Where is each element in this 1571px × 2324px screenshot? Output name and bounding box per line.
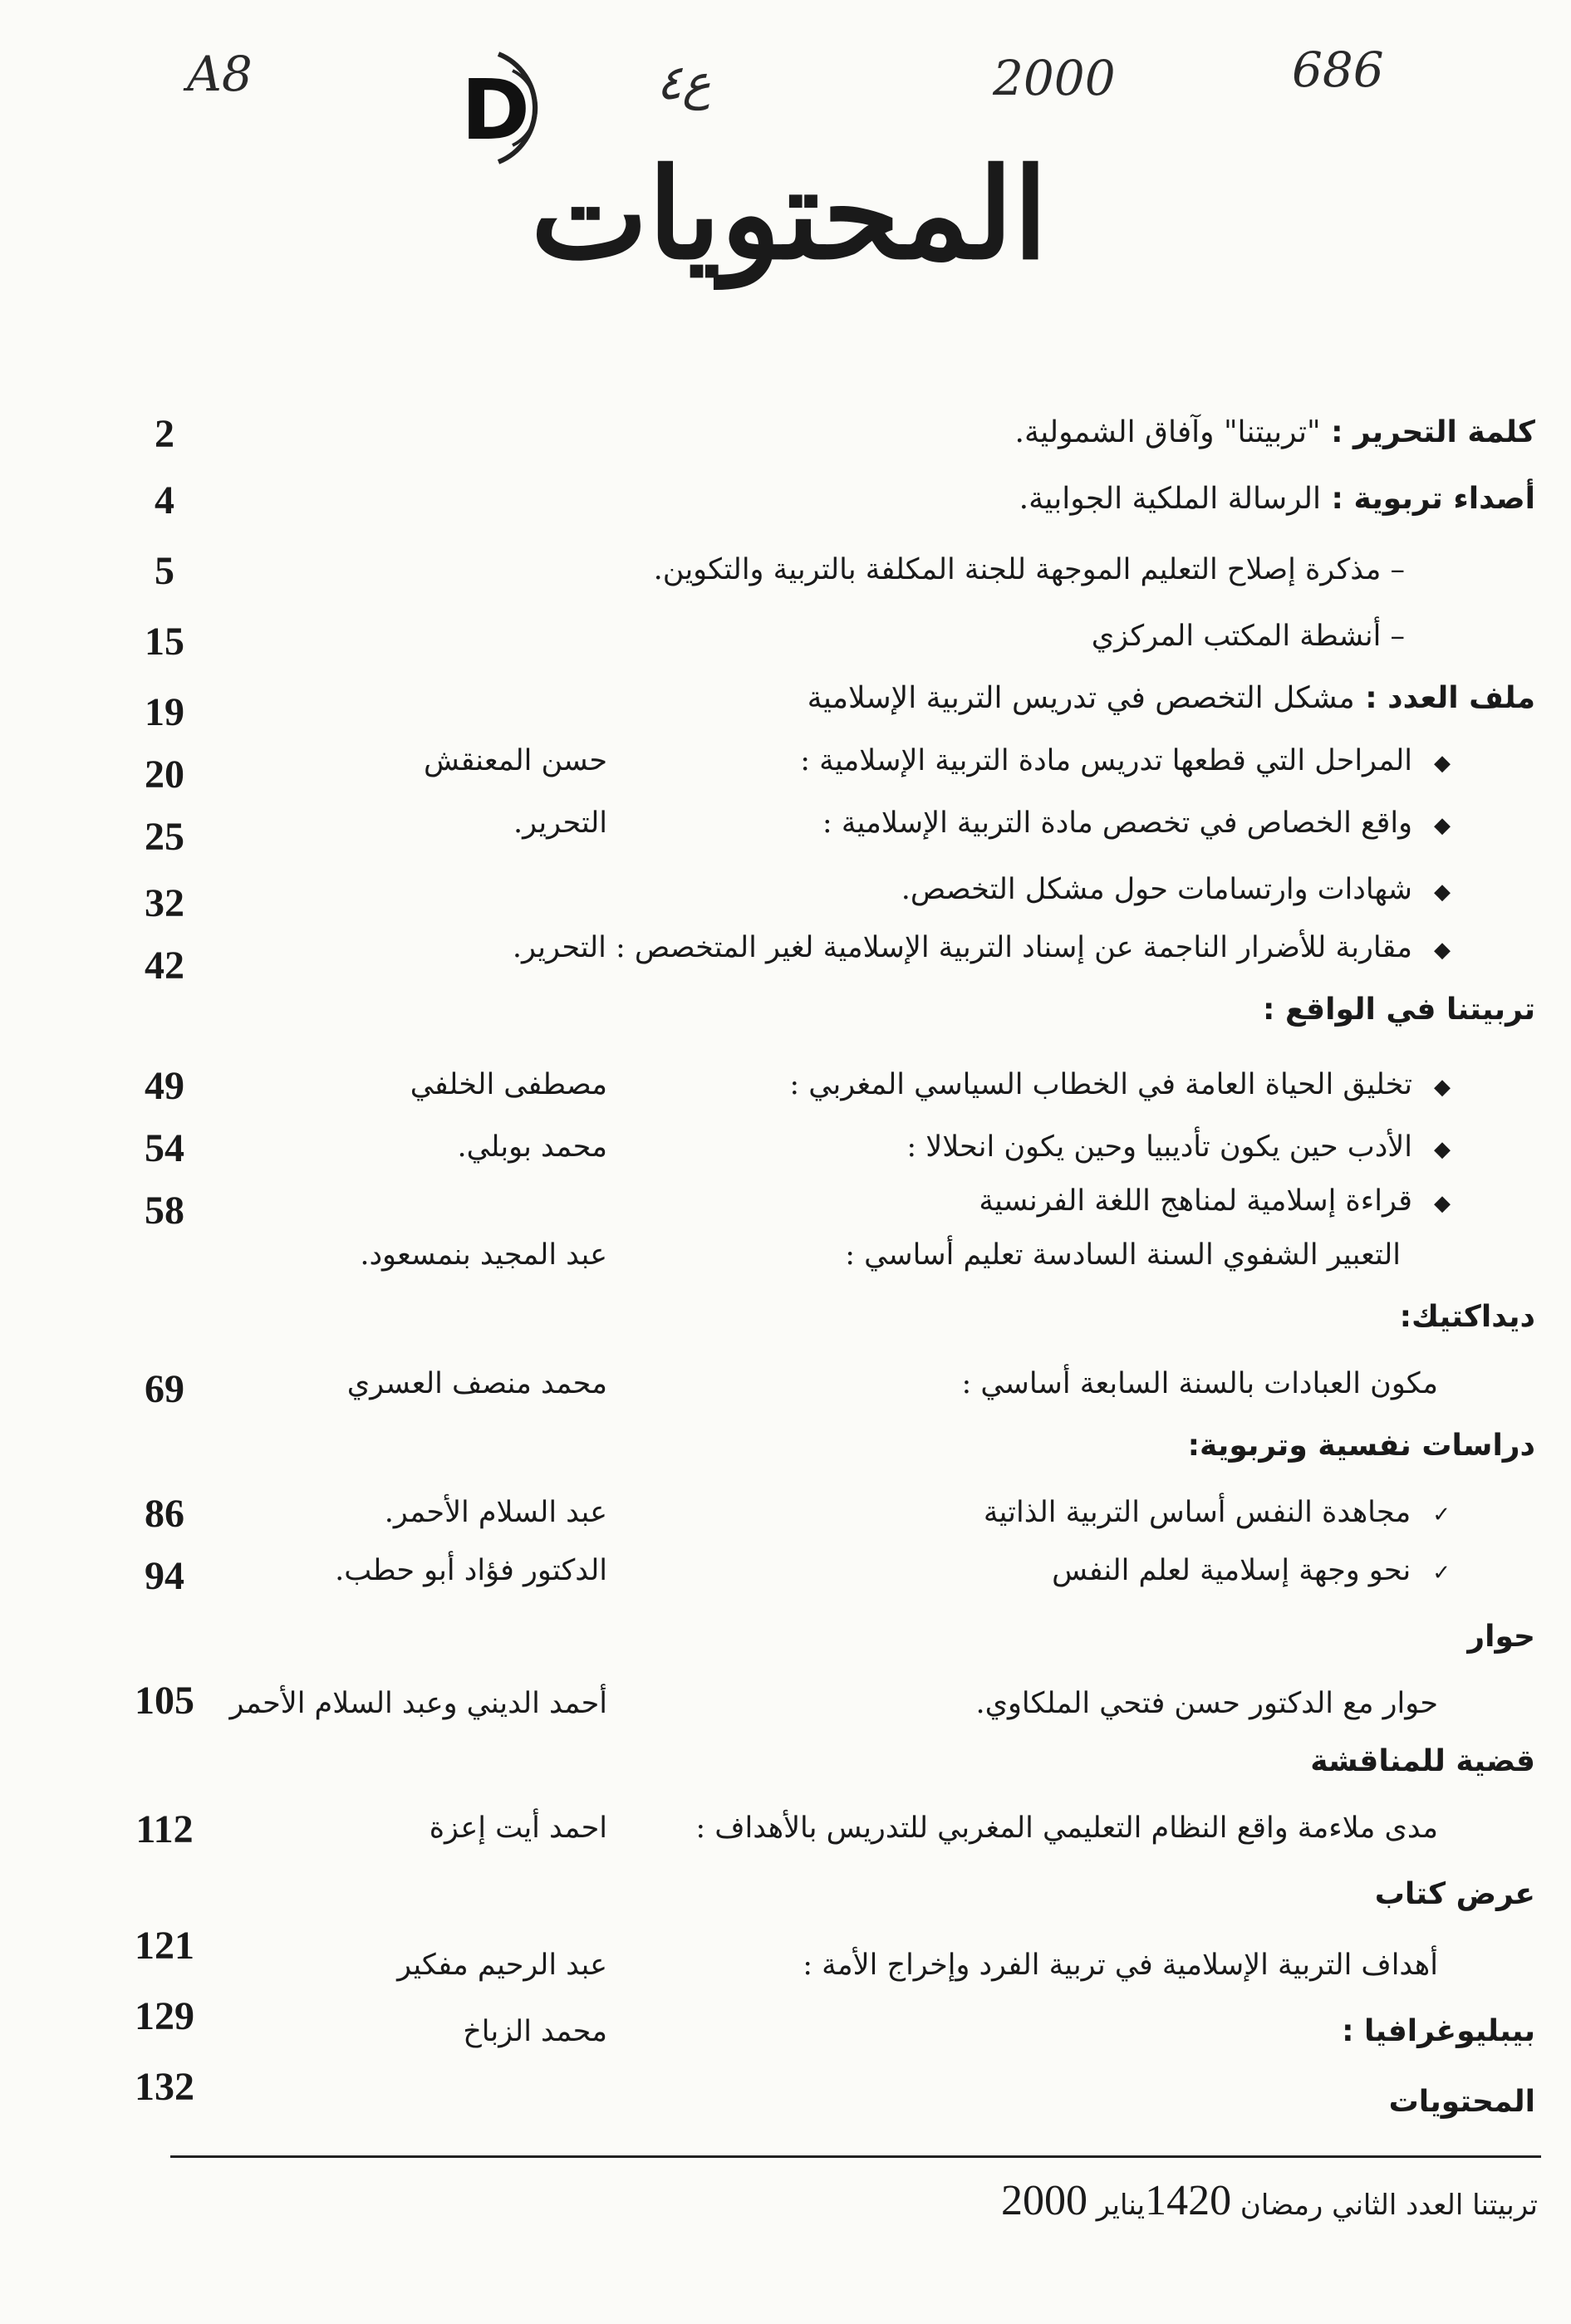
toc-author: محمد بوبلي. (457, 1130, 607, 1164)
toc-section-label: عرض كتاب (1374, 1877, 1535, 1911)
toc-page-number: 32 (145, 881, 184, 925)
toc-page-number: 121 (135, 1924, 194, 1968)
toc-section-label: المحتويات (1388, 2085, 1535, 2119)
handwritten-mark-arabic: ع٤ (656, 54, 711, 110)
toc-author: أحمد الديني وعبد السلام الأحمر (229, 1687, 607, 1720)
toc-section-label: تربيتنا في الواقع : (1263, 993, 1535, 1027)
toc-item (901, 868, 1451, 914)
toc-item (654, 548, 1405, 591)
toc-section-label: حوار (1467, 1620, 1535, 1654)
toc-item-title: نحو وجهة إسلامية لعلم النفس (1052, 1554, 1411, 1587)
handwritten-mark-left: A8 (187, 46, 253, 102)
page-title: المحتويات (530, 141, 1048, 287)
toc-author: محمد الزباخ (463, 2015, 607, 2048)
toc-item-title: شهادات وارتسامات حول مشكل التخصص. (901, 873, 1412, 906)
toc-page-number: 105 (135, 1679, 194, 1723)
toc-item-title: قراءة إسلامية لمناهج اللغة الفرنسية (979, 1184, 1412, 1218)
toc-section-label: ملف العدد : (1365, 681, 1535, 715)
handwritten-number: 686 (1292, 42, 1384, 98)
toc-item-title: التعبير الشفوي السنة السادسة تعليم أساسي : (845, 1238, 1401, 1272)
toc-author: عبد المجيد بنمسعود. (360, 1238, 607, 1272)
toc-author: احمد أيت إعزة (429, 1812, 607, 1845)
toc-page-number: 129 (135, 1994, 194, 2038)
toc-item-title: – أنشطة المكتب المركزي (1091, 620, 1405, 653)
toc-item (979, 1179, 1451, 1225)
toc-section (1467, 1616, 1535, 1659)
toc-item-title: مجاهدة النفس أساس التربية الذاتية (983, 1496, 1411, 1529)
toc-item (800, 739, 1451, 785)
checkmark-icon: ✓ (1432, 1561, 1451, 1586)
toc-section-text: مشكل التخصص في تدريس التربية الإسلامية (807, 681, 1355, 715)
toc-item (822, 802, 1451, 847)
diamond-bullet-icon: ◆ (1434, 880, 1451, 905)
toc-author: عبد السلام الأحمر. (384, 1496, 607, 1529)
toc-item (1052, 1549, 1451, 1595)
toc-item (906, 1125, 1451, 1171)
toc-author: عبد الرحيم مفكير (397, 1949, 607, 1982)
toc-section (1375, 1873, 1535, 1916)
toc-section (1263, 988, 1535, 1032)
toc-item (845, 1233, 1401, 1277)
toc-section (1342, 2010, 1535, 2053)
toc-page-number: 5 (155, 549, 174, 593)
toc-page-number: 86 (145, 1492, 184, 1536)
toc-section (808, 677, 1535, 720)
toc-page-number: 69 (145, 1367, 184, 1411)
toc-item (695, 1807, 1438, 1850)
toc-author: حسن المعنقش (423, 744, 607, 777)
diamond-bullet-icon: ◆ (1434, 1137, 1451, 1162)
toc-page-number: 19 (145, 690, 184, 734)
toc-page-number: 58 (145, 1189, 184, 1233)
toc-section-text: الرسالة الملكية الجوابية. (1019, 482, 1321, 516)
toc-section (1015, 411, 1535, 454)
footer (1001, 2176, 1538, 2230)
toc-page-number: 112 (135, 1807, 194, 1851)
logo-letter: D (461, 61, 531, 159)
toc-author: الدكتور فؤاد أبو حطب. (335, 1554, 607, 1587)
handwritten-year: 2000 (993, 50, 1116, 106)
toc-item (1092, 615, 1405, 658)
toc-section-label: بيبليوغرافيا : (1342, 2014, 1535, 2048)
toc-item (789, 1063, 1451, 1109)
footer-month: يناير (1096, 2189, 1146, 2222)
diamond-bullet-icon: ◆ (1434, 1191, 1451, 1216)
toc-item-title: حوار مع الدكتور حسن فتحي الملكاوي. (975, 1687, 1438, 1720)
toc-item (976, 1682, 1439, 1725)
diamond-bullet-icon: ◆ (1434, 813, 1451, 838)
toc-item (984, 1491, 1451, 1537)
toc-section-text: "تربيتنا" وآفاق الشمولية. (1014, 415, 1321, 449)
toc-page-number: 15 (145, 620, 184, 664)
footer-divider (170, 2155, 1541, 2158)
toc-page-number: 4 (155, 478, 174, 522)
checkmark-icon: ✓ (1432, 1503, 1451, 1527)
diamond-bullet-icon: ◆ (1434, 938, 1451, 963)
footer-hijri-year: 1420 (1145, 2177, 1232, 2224)
toc-page-number: 25 (145, 815, 184, 859)
toc-item-title: مدى ملاءمة واقع النظام التعليمي المغربي للتدريس بالأهداف : (695, 1812, 1438, 1845)
toc-page-number: 94 (145, 1554, 184, 1598)
toc-section (1400, 1296, 1535, 1339)
toc-item-title: أهداف التربية الإسلامية في تربية الفرد وإخراج الأمة : (803, 1949, 1438, 1982)
toc-section-label: دراسات نفسية وتربوية: (1187, 1429, 1535, 1463)
toc-section-label: قضية للمناقشة (1310, 1744, 1535, 1778)
toc-author: مصطفى الخلفي (410, 1068, 607, 1101)
toc-page-number: 132 (135, 2065, 194, 2109)
toc-item (961, 1362, 1438, 1405)
toc-page-number: 2 (155, 412, 174, 456)
toc-section-label: ديداكتيك: (1399, 1300, 1535, 1334)
diamond-bullet-icon: ◆ (1434, 1075, 1451, 1100)
toc-section-label: أصداء تربوية : (1331, 482, 1535, 516)
toc-page-number: 20 (145, 753, 184, 797)
toc-author: التحرير. (513, 807, 607, 840)
toc-item-title: – مذكرة إصلاح التعليم الموجهة للجنة المكلفة بالتربية والتكوين. (653, 553, 1405, 586)
toc-item (513, 926, 1451, 972)
toc-section (1188, 1424, 1535, 1468)
toc-page-number: 49 (145, 1064, 184, 1108)
toc-item-title: الأدب حين يكون تأديبيا وحين يكون انحلالا : (906, 1130, 1412, 1164)
toc-item-title: واقع الخصاص في تخصص مادة التربية الإسلامية : (822, 807, 1412, 840)
toc-section-label: كلمة التحرير : (1331, 415, 1535, 449)
toc-item-title: مكون العبادات بالسنة السابعة أساسي : (961, 1367, 1438, 1400)
toc-section (1310, 1740, 1535, 1783)
toc-item-title: مقاربة للأضرار الناجمة عن إسناد التربية الإسلامية لغير المتخصص : التحرير. (512, 931, 1412, 964)
toc-item (803, 1944, 1438, 1987)
toc-page-number: 54 (145, 1126, 184, 1170)
diamond-bullet-icon: ◆ (1434, 751, 1451, 776)
toc-page-number: 42 (145, 944, 184, 988)
toc-section (1389, 2081, 1535, 2124)
toc-section (1019, 478, 1535, 521)
footer-year: 2000 (1000, 2177, 1087, 2224)
toc-item-title: المراحل التي قطعها تدريس مادة التربية الإسلامية : (800, 744, 1412, 777)
toc-item-title: تخليق الحياة العامة في الخطاب السياسي المغربي : (789, 1068, 1412, 1101)
footer-issue-text: تربيتنا العدد الثاني رمضان (1240, 2189, 1538, 2222)
toc-author: محمد منصف العسري (346, 1367, 607, 1400)
